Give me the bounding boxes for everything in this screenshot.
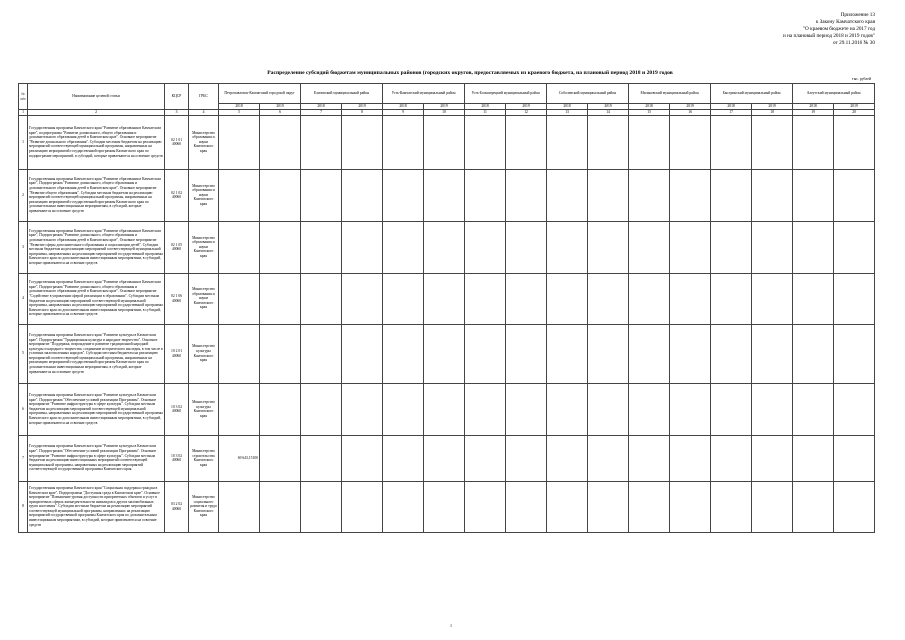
header-district: Быстринский муниципальный район (711, 84, 793, 104)
row-admin: Министерство образования и науки Камчатского края (189, 273, 219, 324)
row-admin: Министерство образования и науки Камчатского края (189, 169, 219, 221)
colnum: 3 (165, 110, 189, 116)
colnum: 16 (670, 110, 711, 116)
header-year: 2019 (260, 104, 301, 110)
header-year: 2019 (424, 104, 465, 110)
row-value (219, 383, 260, 435)
appendix-line: Приложение 13 (840, 12, 875, 18)
row-name: Государственная программа Камчатского края "Развитие образования в Камчатском крае", Подпрограмма "Развитие дошкольного, общего образования и дополнительного образования детей в Камчатском крае". Основное мероприятие "Развитие сферы дополнительного образования и социализации детей". Субсидии местным бюджетам на реализацию мероприятий соответствующей муниципальной программы, направленных на реализацию мероприятий государственной программы Камчатского края по дополнительным инвестиционным мероприятиям, в субсидий, которые привлекаются на освоение средств (28, 221, 165, 273)
row-num: 7 (19, 435, 28, 481)
table-row (19, 383, 875, 435)
colnum: 4 (189, 110, 219, 116)
appendix-block (705, 12, 875, 47)
row-code: 10 2 01 40060 (165, 324, 189, 383)
row-num: 2 (19, 169, 28, 221)
colnum: 15 (629, 110, 670, 116)
row-name: Государственная программа Камчатского края "Развитие культуры в Камчатском крае". Подпрограмма "Обеспечение условий реализации Программы". Основное мероприятие "Развитие инфраструктуры в сфере культуры". Субсидии местным бюджетам на реализацию мероприятий соответствующей муниципальной программы, направленных на реализацию мероприятий государственной программы Камчатского края по дополнительным инвестиционным мероприятиям, в субсидий, которые привлекаются на освоение средств (28, 383, 165, 435)
row-admin: Министерство строительства Камчатского края (189, 435, 219, 481)
header-year: 2018 (547, 104, 588, 110)
colnum: 5 (219, 110, 260, 116)
row-num: 5 (19, 324, 28, 383)
colnum: 2 (28, 110, 165, 116)
colnum: 14 (588, 110, 629, 116)
header-year: 2018 (383, 104, 424, 110)
colnum: 17 (711, 110, 752, 116)
header-year: 2019 (834, 104, 875, 110)
colnum: 12 (506, 110, 547, 116)
row-num: 6 (19, 383, 28, 435)
colnum: 10 (424, 110, 465, 116)
row-code: 02 1 05 40060 (165, 221, 189, 273)
header-year: 2019 (752, 104, 793, 110)
header-district: Елизовский муниципальный район (301, 84, 383, 104)
colnum: 8 (342, 110, 383, 116)
colnum: 9 (383, 110, 424, 116)
appendix-line: от 29.11.2016 № 30 (833, 40, 875, 46)
row-value (219, 324, 260, 383)
subsidy-table (18, 83, 875, 533)
header-year: 2019 (506, 104, 547, 110)
row-name: Государственная программа Камчатского края "Развитие культуры в Камчатском крае". Подпрограмма "Традиционная культура и народное творчество". Основное мероприятие "Поддержка, возрождение и развитие традиционной народной культуры и народного творчества, сохранение исторического наследия, в том числе в условиях малочисленных народов". Субсидии местным бюджетам на реализацию мероприятий соответствующей муниципальной программы, направленных на реализацию мероприятий государственной программы Камчатского края по дополнительным инвестиционным мероприятиям, в субсидий, которые привлекаются на освоение средств (28, 324, 165, 383)
row-admin: Министерство культуры Камчатского края (189, 383, 219, 435)
colnum: 18 (752, 110, 793, 116)
row-name: Государственная программа Камчатского края "Развитие образования в Камчатском крае", подпрограмма "Развитие дошкольного, общего образования и дополнительного образования детей в Камчатском крае". Основное мероприятие "Развитие дошкольного образования". Субсидии местным бюджетам на реализацию мероприятий соответствующей муниципальной программы, направленных на реализацию мероприятий государственной программы Камчатского края по подпрограмме мероприятий, в субсидий, которые привлекаются на освоение средств (28, 115, 165, 169)
row-num: 4 (19, 273, 28, 324)
header-district: Усть-Большерецкий муниципальный район (465, 84, 547, 104)
units-label: тыс. рублей (852, 77, 871, 81)
row-value: 69 643,15100 (219, 435, 260, 481)
header-year: 2018 (301, 104, 342, 110)
colnum: 7 (301, 110, 342, 116)
header-district: Петропавловск-Камчатский городской округ (219, 84, 301, 104)
row-code: 03 2 02 40060 (165, 481, 189, 532)
header-year: 2019 (670, 104, 711, 110)
appendix-line: и на плановый период 2018 и 2019 годов" (783, 33, 875, 39)
colnum: 6 (260, 110, 301, 116)
table-row (19, 221, 875, 273)
header-kcsr: КЦСР (165, 84, 189, 110)
row-value (219, 115, 260, 169)
header-year: 2018 (219, 104, 260, 110)
document-title: Распределение субсидий бюджетам муниципальных районов (городских округов, предоставляемых из краевого бюджета, на плановый период 2018 и 2019 годов (267, 70, 673, 76)
row-code: 02 1 01 40060 (165, 115, 189, 169)
appendix-line: "О краевом бюджете на 2017 год (802, 26, 875, 32)
row-admin: Министерство культуры Камчатского края (189, 324, 219, 383)
row-name: Государственная программа Камчатского края "Социальная поддержка граждан в Камчатском крае". Подпрограмма "Доступная среда в Камчатском крае". Основное мероприятие "Повышение уровня доступности приоритетных объектов и услуг в приоритетных сферах жизнедеятельности инвалидов и других маломобильных групп населения". Субсидии местным бюджетам на реализацию мероприятий соответствующей муниципальной программы, направленных на реализацию мероприятий государственной программы Камчатского края по дополнительным инвестиционным мероприятиям, в субсидий, которые привлекаются на освоение средств (28, 481, 165, 532)
table-row (19, 273, 875, 324)
row-value (219, 169, 260, 221)
colnum: 1 (19, 110, 28, 116)
table-row (19, 169, 875, 221)
row-value (219, 481, 260, 532)
row-num: 1 (19, 115, 28, 169)
header-year: 2018 (465, 104, 506, 110)
table-row (19, 481, 875, 532)
row-code: 02 1 06 40060 (165, 273, 189, 324)
header-district: Соболевский муниципальный район (547, 84, 629, 104)
header-year: 2018 (793, 104, 834, 110)
row-name: Государственная программа Камчатского края "Развитие образования в Камчатском крае", Подпрограмма "Развитие дошкольного, общего образования и дополнительного образования детей в Камчатском крае". Основное мероприятие "Содействие в управлении сферой реализации в образовании". Субсидии местным бюджетам на реализацию мероприятий соответствующей муниципальной программы, направленных на реализацию мероприятий государственной программы Камчатского края по дополнительным инвестиционным мероприятиям, в субсидий, которые привлекаются на освоение средств (28, 273, 165, 324)
appendix-line: к Закону Камчатского края (815, 19, 875, 25)
row-admin: Министерство социального развития и труда Камчатского края (189, 481, 219, 532)
row-code: 10 3 02 40060 (165, 435, 189, 481)
table-row (19, 324, 875, 383)
row-num: 3 (19, 221, 28, 273)
page-number: 1 (450, 623, 452, 628)
colnum: 11 (465, 110, 506, 116)
row-name: Государственная программа Камчатского края "Развитие образования в Камчатском крае", Подпрограмма "Развитие дошкольного, общего образования и дополнительного образования детей в Камчатском крае". Основное мероприятие "Развитие общего образования". Субсидии местным бюджетам на реализацию мероприятий соответствующей муниципальной программы, направленных на реализацию мероприятий государственной программы Камчатского края по дополнительным инвестиционным мероприятиям, в субсидий, которые привлекаются на освоение средств (28, 169, 165, 221)
header-grbs: ГРБС (189, 84, 219, 110)
colnum: 19 (793, 110, 834, 116)
row-value (219, 273, 260, 324)
header-district: Усть-Камчатский муниципальный район (383, 84, 465, 104)
row-num: 8 (19, 481, 28, 532)
colnum: 20 (834, 110, 875, 116)
colnum: 13 (547, 110, 588, 116)
header-num: № п/п (19, 84, 28, 110)
row-name: Государственная программа Камчатского края "Развитие культуры в Камчатском крае". Подпрограмма "Обеспечение условий реализации Программы". Основное мероприятие "Развитие инфраструктуры в сфере культуры". Субсидии местным бюджетам на реализацию инвестиционных мероприятий соответствующей муниципальной программы, направленных на реализацию мероприятий соответствующей государственной программы Камчатского края. (28, 435, 165, 481)
header-district: Алеутский муниципальный район (793, 84, 875, 104)
row-code: 10 3 02 40060 (165, 383, 189, 435)
header-year: 2019 (588, 104, 629, 110)
table-row (19, 115, 875, 169)
row-code: 02 1 02 40060 (165, 169, 189, 221)
header-year: 2018 (629, 104, 670, 110)
table-row (19, 435, 875, 481)
header-year: 2019 (342, 104, 383, 110)
row-admin: Министерство образования и науки Камчатского края (189, 221, 219, 273)
header-district: Мильковский муниципальный район (629, 84, 711, 104)
row-value (219, 221, 260, 273)
header-year: 2018 (711, 104, 752, 110)
row-admin: Министерство образования и науки Камчатского края (189, 115, 219, 169)
header-name: Наименование целевой статьи (28, 84, 165, 110)
